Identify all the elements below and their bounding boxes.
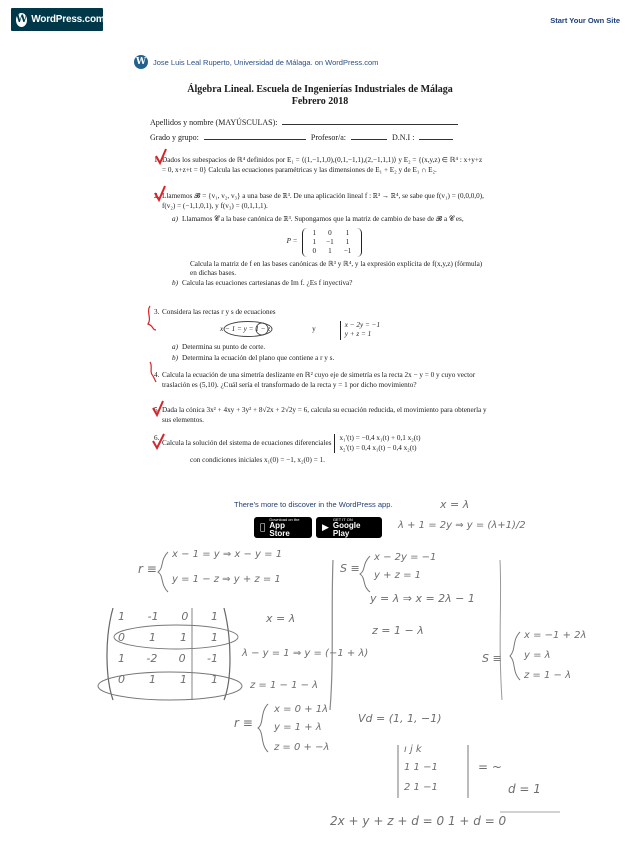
question-text: Llamemos 𝓑 = {v₁, v₂, v₃} a una base de ℝ³. De una aplicación lineal f : ℝ³ → ℝ⁴, se sabe que f(v₁) = (0,0,0,0), f(v₂) = (−1,1,0,1), y f(v₃) = (0,1,1,1).: [162, 192, 484, 210]
matrix-cell: 0: [312, 246, 317, 255]
line-s-eq: x − 2y = −1: [344, 320, 381, 329]
question-number: 4.: [154, 371, 160, 379]
google-play-name: Google Play: [332, 521, 361, 538]
question-text: Calcula la solución del sistema de ecuaciones diferenciales: [162, 438, 332, 447]
ode-equation: x₂′(t) = 0,4 x₁(t) − 0,4 x₂(t): [339, 443, 417, 452]
hw-r2-3: z = 0 + −λ: [274, 742, 330, 753]
start-your-own-site-link[interactable]: Start Your Own Site: [550, 16, 620, 25]
hw-matrix-row: 0 1 1 1: [118, 673, 218, 686]
wordpress-logo-icon: W: [135, 57, 147, 67]
hw-mid1: λ − y = 1 ⇒ y = (−1 + λ): [242, 648, 369, 659]
hw-r-label: r ≡: [138, 562, 157, 576]
matrix-cell: 1: [312, 237, 317, 246]
question-number: 5.: [154, 406, 160, 414]
hw-matrix-row: 1 -2 0 -1: [118, 652, 218, 665]
hw-r-sys2: y = 1 − z ⇒ y + z = 1: [172, 574, 281, 585]
app-promo-text: There's more to discover in the WordPress app.: [234, 500, 393, 509]
system-brace: [510, 632, 520, 680]
pencil-divider: [330, 560, 333, 710]
hw-r-sys1: x − 1 = y ⇒ x − y = 1: [172, 549, 283, 560]
hw-matrix-row: 0 1 1 1: [118, 631, 218, 644]
red-annotation-mark: [150, 362, 156, 382]
line-r-equation: x − 1 = y = 1 − z: [220, 325, 271, 334]
hw-s-sys2: y + z = 1: [374, 570, 422, 581]
question-number: 1.: [154, 156, 160, 164]
matrix-cell: 1: [345, 228, 350, 237]
matrix-cell: 1: [312, 228, 317, 237]
matrix-cell: 1: [345, 237, 350, 246]
hw-r2-1: x = 0 + 1λ: [274, 704, 329, 715]
hw-det-row1: ı j k: [404, 744, 422, 755]
hw-r2-label: r ≡: [234, 716, 253, 730]
system-brace: [258, 704, 268, 752]
hw-plane: 2x + y + z + d = 0 1 + d = 0: [330, 814, 507, 828]
group-label: Grado y grupo:: [150, 133, 199, 142]
red-annotation-mark: [148, 306, 156, 330]
hw-x-eq: x = λ: [440, 498, 470, 511]
line-s-eq: y + z = 1: [344, 330, 372, 339]
pencil-divider: [500, 560, 502, 700]
exam-date: Febrero 2018: [291, 96, 349, 107]
hw-s-right1: x = −1 + 2λ: [524, 630, 587, 641]
conjunction: y: [312, 325, 316, 334]
teacher-label: Profesor/a:: [310, 133, 346, 142]
hw-matrix-row: 1 -1 0 1: [118, 610, 218, 623]
sub-text: Calcula las ecuaciones cartesianas de Im f. ¿Es f inyectiva?: [182, 278, 353, 287]
question-number: 6.: [154, 434, 160, 442]
hw-mid2: z = 1 − 1 − λ: [250, 680, 319, 691]
sub-text: Determina la ecuación del plano que contiene a r y s.: [182, 354, 335, 363]
hw-s-right2: y = λ: [524, 650, 551, 661]
wordpress-logo-icon: W: [16, 14, 28, 25]
question-text: Dados los subespacios de ℝ⁴ definidos por E₁ = ⟨(1,−1,1,0),(0,1,−1,1),(2,−1,1,1)⟩ y E₂ = {(x,y,z) ∈ ℝ⁴ : x+y+z = 0, x+z+t = 0} Calcula las ecuaciones paramétricas y las dimensiones de E₁ + E₂ y de E₁ ∩ E₂.: [162, 156, 483, 174]
app-store-small: Download on the: [264, 521, 295, 526]
exam-title-line: Álgebra Lineal. Escuela de Ingenierías Industriales de Málaga: [187, 84, 453, 95]
hw-s-right-label: S ≡: [482, 652, 502, 665]
hw-matrix: [118, 610, 218, 686]
hw-x-lambda: x = λ: [266, 612, 296, 625]
hw-det-row2: 1 1 −1: [404, 762, 438, 773]
sub-label: a): [172, 342, 178, 351]
question-text: Calcula la ecuación de una simetría deslizante en ℝ² cuyo eje de simetría es la recta 2x − y = 0 y cuyo vector traslación es (5,10). ¿Cuál sería el transformado de la recta y = 1 por dicho movimiento?: [162, 371, 476, 389]
play-icon: ▶: [322, 522, 329, 533]
matrix-label: P =: [286, 237, 298, 246]
hw-s-z: z = 1 − λ: [372, 624, 424, 637]
brand-label: WordPress.com: [31, 14, 105, 25]
matrix-bracket-right: [224, 608, 230, 700]
hw-det-row3: 2 1 −1: [404, 782, 438, 793]
app-store-name: App Store: [264, 525, 303, 534]
system-brace: [360, 556, 370, 592]
hw-s-sys1: x − 2y = −1: [374, 552, 437, 563]
check-mark-icon: [155, 186, 165, 200]
question-text: Dada la cónica 3x² + 4xy + 3y² + 8√2x + 2√2y = 6, calcula su ecuación reducida, el movimiento para obtenerla y sus elementos.: [162, 406, 487, 424]
hw-s-right3: z = 1 − λ: [524, 670, 572, 681]
matrix-cell: 0: [328, 228, 332, 237]
sub-label: b): [172, 278, 178, 287]
author-link[interactable]: Jose Luis Leal Ruperto, Universidad de Málaga. on WordPress.com: [153, 57, 379, 67]
pencil-circle: [256, 323, 268, 335]
matrix-bracket-left: [107, 608, 113, 700]
question-number: 2.: [154, 192, 160, 200]
matrix-cell: −1: [326, 237, 334, 246]
sub-text-continued: Calcula la matriz de f en las bases canónicas de ℝ³ y ℝ⁴, y la expresión explícita de f(x,y,z) (fórmula) en dichas bases.: [190, 259, 483, 278]
google-play-small: GET IT ON: [332, 517, 353, 522]
hw-r2-2: y = 1 + λ: [274, 722, 322, 733]
check-mark-icon: [153, 434, 164, 448]
question-text: con condiciones iniciales x₁(0) = −1, x₂(0) = 1.: [190, 456, 325, 465]
hw-s-label: S ≡: [340, 562, 360, 575]
hw-line1: λ + 1 = 2y ⇒ y = (λ+1)/2: [398, 520, 526, 531]
sub-text: Determina su punto de corte.: [182, 342, 266, 351]
sub-text: Llamamos 𝓒 a la base canónica de ℝ³. Supongamos que la matriz de cambio de base de 𝓑 a 𝓒 es,: [182, 215, 464, 224]
question-text: Considera las rectas r y s de ecuaciones: [162, 308, 276, 316]
dni-label: D.N.I :: [392, 133, 415, 142]
name-label: Apellidos y nombre (MAYÚSCULAS):: [150, 118, 278, 127]
matrix-cell: 1: [328, 246, 332, 255]
hw-det-eq: = ~: [478, 760, 502, 774]
question-number: 3.: [154, 308, 160, 316]
check-mark-icon: [153, 401, 163, 415]
system-brace: [158, 552, 168, 592]
hw-s-y: y = λ ⇒ x = 2λ − 1: [370, 592, 475, 605]
matrix-cell: −1: [343, 246, 352, 255]
hw-vd: Vd = (1, 1, −1): [358, 712, 442, 725]
sub-label: b): [172, 354, 178, 363]
check-mark-icon: [156, 149, 166, 163]
sub-label: a): [172, 215, 178, 224]
ode-equation: x₁′(t) = −0,4 x₁(t) + 0,1 x₂(t): [339, 434, 421, 442]
hw-d-eq: d = 1: [508, 782, 541, 796]
